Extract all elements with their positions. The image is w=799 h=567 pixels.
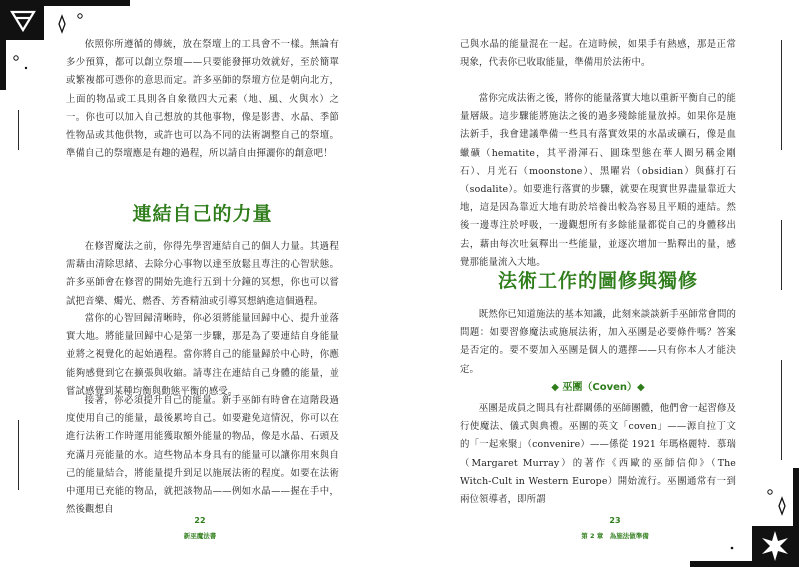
diamond-icon	[59, 16, 65, 32]
page-footer	[160, 516, 240, 540]
paragraph: 當你完成法術之後，將你的能量落實大地以重新平衡自己的能量層級。這步驟能將施法之後的過多殘餘能量放掉。如果你是施法新手，我會建議準備一些具有落實效果的水晶或礦石，像是血蠟礦（hematite，其平滑渾石、圓珠型態在華人圈另稱金剛石）、月光石（moonstone）、黑曜岩（obsidian）與蘇打石（sodalite）。如要進行落實的步驟，就要在現實世界盡量靠近大地，這是因為靠近大地有助於培養出較為容易且平順的連結。然後一邊專注於呼吸，一邊觀想所有多餘能量都從自己的身體移出去，藉由每次吐氣釋出一些能量，並逐次增加一點釋出的量，感覺那能量流入大地。	[460, 93, 736, 268]
subsection-heading: ◆ 巫團（Coven）◆	[551, 382, 645, 393]
paragraph: 巫團是成員之間具有社群關係的巫師團體，他們會一起習修及行使魔法、儀式與典禮。巫團的英文「coven」——源自拉丁文的「一起來聚」（convenire）——係從 1921 年瑪格麗特．慕瑞（Margaret Murray）的著作《西歐的巫師信仰》（The Witch-Cult in Western Europe）開始流行。巫團通常有一到兩位領導者，即所謂	[460, 403, 736, 506]
left-page	[0, 0, 399, 567]
running-title: 第 2 章 為施法做準備	[581, 532, 649, 540]
decorative-line	[781, 360, 782, 460]
corner-ornament-bottom-right	[690, 468, 799, 567]
decorative-line	[781, 40, 782, 150]
paragraph: 依照你所遵循的傳統，放在祭壇上的工具會不一樣。無論有多少預算，都可以創立祭壇——只要能發揮功效就好，至於簡單或繁複都可憑你的意思而定。許多巫師的祭壇方位是朝向北方，上面的物品或工具則各自象徵四大元素（地、風、火與水）之一。你也可以加入自己想放的其他事物，像是影書、水晶、季節性物品或其他供物，或許也可以為不同的法術調整自己的祭壇。準備自己的祭壇應是有趣的過程，所以請自由揮灑你的創意吧！	[66, 39, 339, 160]
paragraph: 既然你已知道施法的基本知識，此刻來談談新手巫師常會問的問題：如要習修魔法或施展法術，加入巫團是必要條件嗎？答案是否定的。要不要加入巫團是個人的選擇——只有你本人才能決定。	[460, 309, 736, 375]
paragraph: 接著，你必須提升自己的能量。新手巫師有時會在這階段過度使用自己的能量，最後累垮自己。如要避免這情況，你可以在進行法術工作時運用能獲取額外能量的物品，像是水晶、石頭及充滿月亮能量的水。這些物品本身具有的能量可以讓你用來與自己的能量結合，將能量提升到足以施展法術的程度。如要在法術中運用已充能的物品，就把該物品——例如水晶——握在手中，然後觀想自	[66, 395, 339, 516]
decorative-line	[18, 110, 19, 150]
diamond-icon	[779, 498, 785, 514]
paragraph: 己與水晶的能量混在一起。在這時候，如果手有熱感，那是正常現象，代表你已收取能量，準備用於法術中。	[460, 39, 736, 69]
decorative-line	[18, 420, 19, 490]
running-title: 新巫魔法書	[183, 532, 217, 540]
paragraph: 當你的心智回歸清晰時，你必須將能量回歸中心、提升並落實大地。將能量回歸中心是第一步驟，那是為了要連結自身能量並將之視覺化的起始過程。當你將自己的能量歸於中心時，你應能夠感覺到它在擴張與收縮。請專注在連結自己身體的能量，並嘗試感覺到某種均衡與動態平衡的感受。	[66, 313, 339, 397]
right-page	[400, 0, 799, 567]
page-footer	[550, 516, 680, 540]
page-number: 22	[194, 516, 206, 525]
paragraph: 在修習魔法之前，你得先學習連結自己的個人力量。其過程需藉由清除思緒、去除分心事物以達至放鬆且專注的心智狀態。許多巫師會在修習的開始先進行五到十分鐘的冥想，你也可以嘗試把音樂、燭光、燃香、芳香精油或引導冥想納進這個過程。	[66, 241, 339, 307]
page-number: 23	[609, 516, 621, 525]
decorative-line	[781, 220, 782, 290]
section-heading: 連結自己的力量	[132, 203, 273, 225]
section-heading: 法術工作的圖修與獨修	[497, 270, 698, 292]
